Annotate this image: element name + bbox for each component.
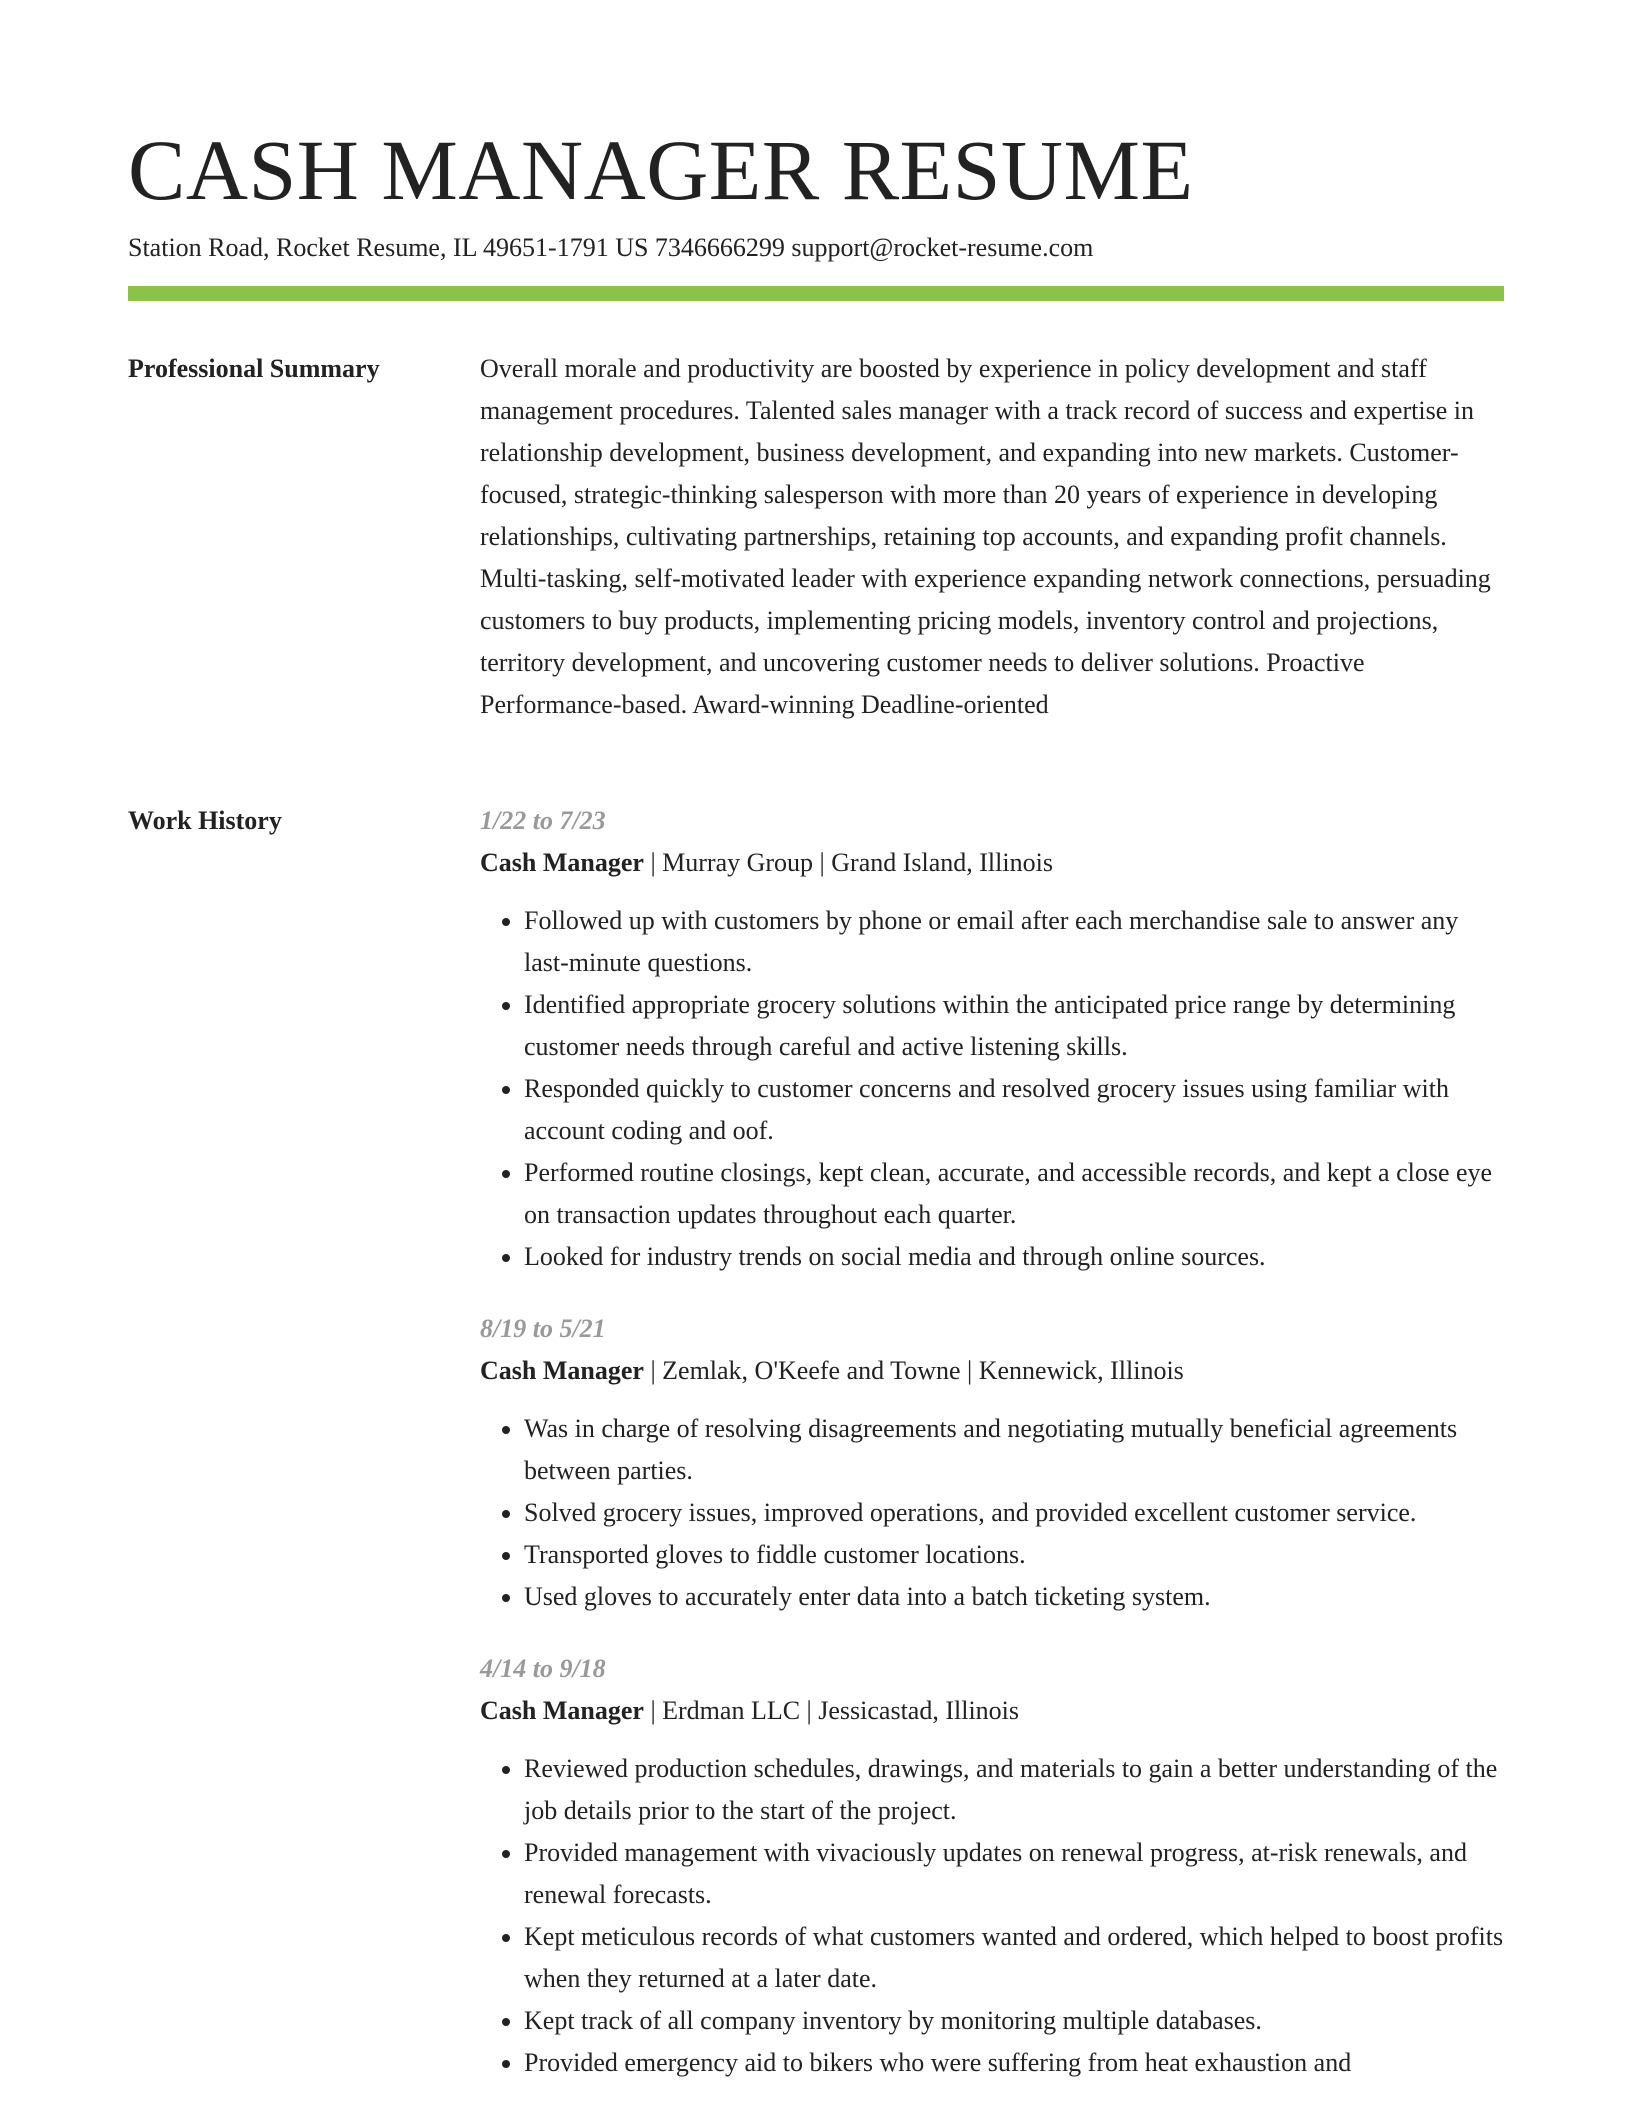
job-bullet: • Identified appropriate grocery solutions within the anticipated price range by determining customer needs through careful and active listening skills. (524, 984, 1504, 1068)
summary-body (480, 348, 1504, 726)
job-bullet: • Provided emergency aid to bikers who were suffering from heat exhaustion and (524, 2042, 1504, 2084)
job-bullet: • Responded quickly to customer concerns and resolved grocery issues using familiar with account coding and oof. (524, 1068, 1504, 1152)
job-title: Cash Manager (480, 1696, 644, 1725)
job-bullet: • Looked for industry trends on social media and through online sources. (524, 1236, 1504, 1278)
job-title: Cash Manager (480, 848, 644, 877)
job-heading (480, 1690, 1504, 1732)
job-bullet: • Was in charge of resolving disagreements and negotiating mutually beneficial agreements between parties. (524, 1408, 1504, 1492)
job-bullet-list (480, 1408, 1504, 1618)
job-bullet-list (480, 1748, 1504, 2084)
job-company-location: | Erdman LLC | Jessicastad, Illinois (643, 1696, 1020, 1725)
job-title: Cash Manager (480, 1356, 644, 1385)
section-label-summary: Professional Summary (128, 354, 380, 383)
job-bullet-list (480, 900, 1504, 1278)
job-company-location: | Murray Group | Grand Island, Illinois (643, 848, 1053, 877)
contact-line: Station Road, Rocket Resume, IL 49651-1791 US 7346666299 support@rocket-resume.com (128, 233, 1094, 262)
job-bullet: • Transported gloves to fiddle customer locations. (524, 1534, 1504, 1576)
job-heading (480, 1350, 1504, 1392)
section-label-work-history: Work History (128, 806, 282, 835)
job-bullet: • Solved grocery issues, improved operations, and provided excellent customer service. (524, 1492, 1504, 1534)
job-bullet: • Used gloves to accurately enter data into a batch ticketing system. (524, 1576, 1504, 1618)
job-bullet: • Followed up with customers by phone or email after each merchandise sale to answer any last-minute questions. (524, 900, 1504, 984)
job-bullet: • Performed routine closings, kept clean, accurate, and accessible records, and kept a close eye on transaction updates throughout each quarter. (524, 1152, 1504, 1236)
job-dates: 8/19 to 5/21 (480, 1314, 606, 1343)
summary-text: Overall morale and productivity are boosted by experience in policy development and staff management procedures. Talented sales manager with a track record of success and expertise in relationship development, business development, and expanding into new markets. Customer-focused, strategic-thinking salesperson with more than 20 years of experience in developing relationships, cultivating partnerships, retaining top accounts, and expanding profit channels. Multi-tasking, self-motivated leader with experience expanding network connections, persuading customers to buy products, implementing pricing models, inventory control and projections, territory development, and uncovering customer needs to deliver solutions. Proactive Performance-based. Award-winning Deadline-oriented (480, 354, 1491, 719)
job-dates: 1/22 to 7/23 (480, 806, 606, 835)
resume-title: CASH MANAGER RESUME (128, 122, 1194, 218)
job-entry (480, 1308, 1504, 1618)
job-company-location: | Zemlak, O'Keefe and Towne | Kennewick, Illinois (643, 1356, 1184, 1385)
job-dates: 4/14 to 9/18 (480, 1654, 606, 1683)
job-heading (480, 842, 1504, 884)
job-entry (480, 1648, 1504, 2084)
job-bullet: • Provided management with vivaciously updates on renewal progress, at-risk renewals, and renewal forecasts. (524, 1832, 1504, 1916)
accent-divider (128, 286, 1504, 301)
job-bullet: • Reviewed production schedules, drawings, and materials to gain a better understanding of the job details prior to the start of the project. (524, 1748, 1504, 1832)
job-bullet: • Kept meticulous records of what customers wanted and ordered, which helped to boost profits when they returned at a later date. (524, 1916, 1504, 2000)
job-entry (480, 800, 1504, 1278)
job-bullet: • Kept track of all company inventory by monitoring multiple databases. (524, 2000, 1504, 2042)
work-history-body (480, 800, 1504, 2114)
